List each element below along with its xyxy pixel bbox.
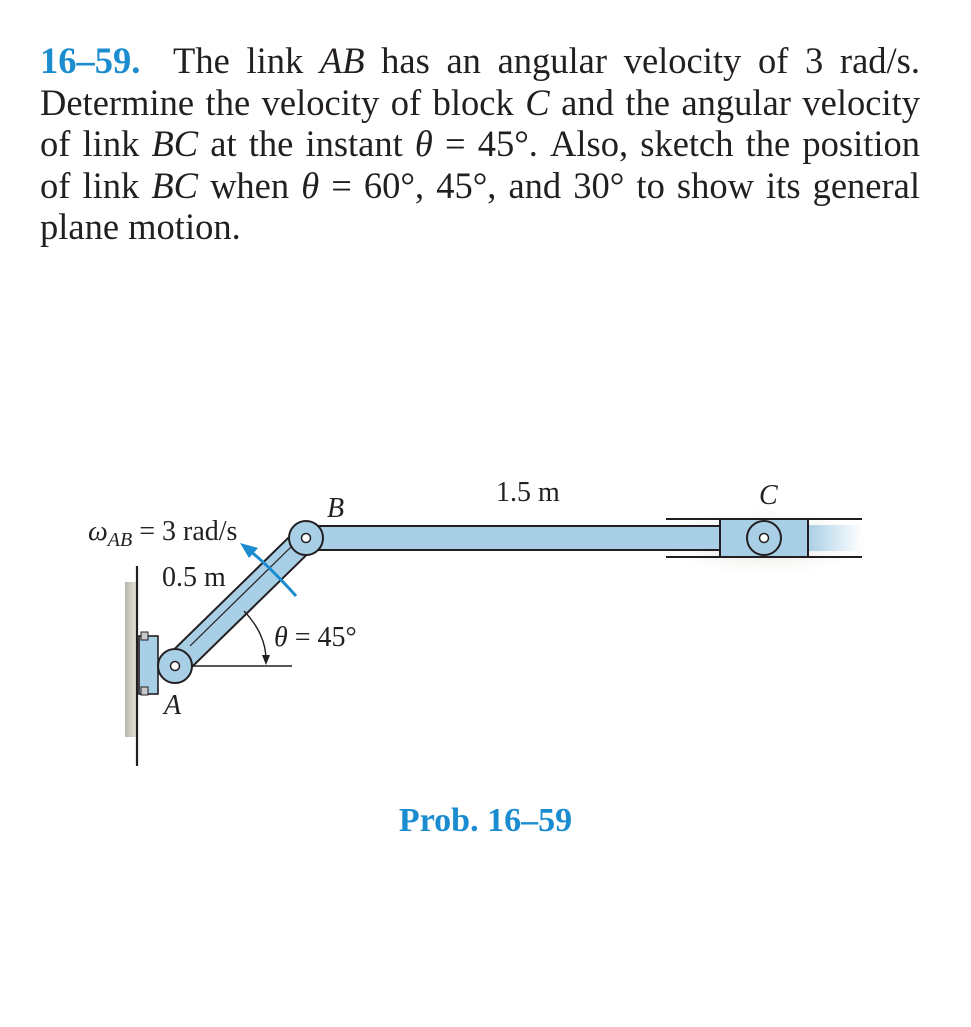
- support-bracket: [139, 636, 158, 694]
- theta-symbol: θ: [414, 123, 433, 164]
- bolt-icon: [141, 687, 148, 695]
- text: has an angular velocity of 3 rad/s.: [364, 40, 920, 81]
- text: when: [198, 164, 302, 206]
- block-c-label: C: [525, 81, 550, 123]
- omega-value: = 3 rad/s: [132, 516, 238, 547]
- theta-label-value: = 45°: [287, 622, 357, 653]
- point-b-label: B: [327, 493, 345, 524]
- theta-arrowhead-icon: [262, 655, 270, 665]
- link-bc: [308, 526, 764, 550]
- pin-a-center: [171, 662, 180, 671]
- text: = 45°. Also, sketch the position: [432, 123, 920, 164]
- text: = 60°, 45°, and 30° to show its general: [319, 164, 920, 206]
- text: and the angular velocity: [549, 81, 921, 123]
- omega-subscript: AB: [107, 529, 133, 551]
- text: The link: [173, 40, 320, 81]
- point-a-label: A: [164, 690, 182, 721]
- link-ab-label: AB: [319, 40, 365, 81]
- point-c-label: C: [759, 480, 778, 511]
- theta-symbol: θ: [301, 164, 320, 206]
- theta-arc: [244, 611, 266, 660]
- theta-label: [274, 622, 357, 653]
- text: of link: [40, 123, 152, 164]
- problem-line-5: plane motion.: [40, 206, 241, 247]
- omega-label: [88, 516, 237, 551]
- bolt-icon: [141, 632, 148, 640]
- link-bc-label: BC: [151, 164, 198, 206]
- text: Determine the velocity of block: [40, 81, 526, 123]
- problem-number: 16–59.: [40, 40, 141, 81]
- text: at the instant: [198, 123, 415, 164]
- pin-b-center: [302, 534, 311, 543]
- theta-label-symbol: θ: [274, 622, 288, 653]
- omega-symbol: ω: [88, 516, 108, 547]
- length-bc-label: 1.5 m: [496, 477, 560, 508]
- length-ab-label: 0.5 m: [162, 562, 226, 593]
- guide-rod: [808, 525, 862, 551]
- link-bc-label: BC: [151, 123, 199, 164]
- figure-caption: Prob. 16–59: [398, 802, 573, 839]
- wall: [125, 582, 137, 737]
- text: of link: [40, 164, 152, 206]
- pin-c-center: [760, 534, 769, 543]
